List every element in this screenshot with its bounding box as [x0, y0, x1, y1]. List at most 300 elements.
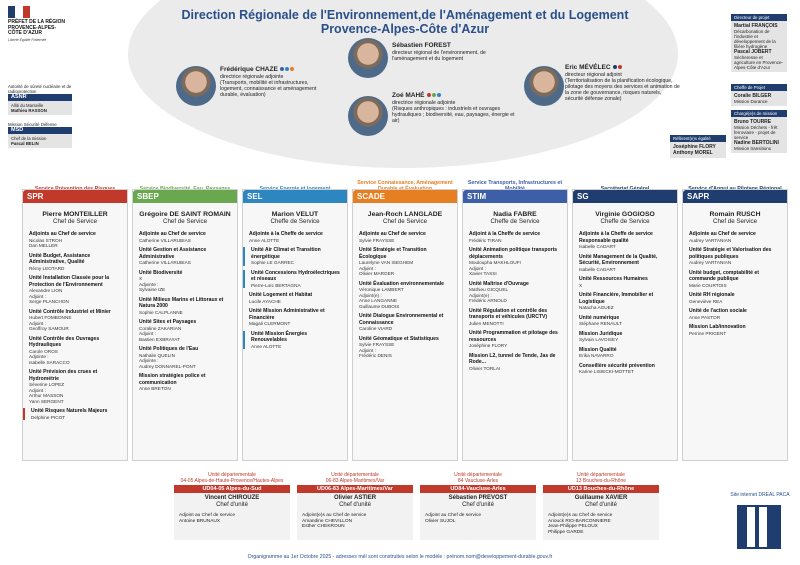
unit-person: Adjoint(e) :	[469, 292, 492, 298]
box-caption: Mission Sécurité Défense	[8, 122, 57, 127]
unit-person: Carole OROS	[29, 348, 58, 354]
unit-departementale	[297, 473, 413, 540]
unit-item	[573, 276, 677, 288]
person-detail: (Territorialisation de la planification écologique, pilotage des moyens des services et animation de la zone de gouvernance, risques naturels, sécurité défense zonale)	[565, 78, 680, 102]
person-role: directeur régional de l'environnement, de l'aménagement et du logement	[392, 50, 486, 62]
unit-name: Unité Dialogue Environnemental et Connaissance	[359, 313, 444, 326]
unit-item	[243, 270, 347, 289]
box-name: Mathieu RASSON	[11, 108, 47, 113]
ud-chef: Sébastien PREVOST	[448, 495, 508, 501]
unit-item	[463, 247, 567, 277]
ud-line: Adjoint au Chef de service	[179, 513, 235, 518]
person-name: Frédérique CHAZE	[220, 66, 278, 73]
unit-name: Adjointe au Chef de service	[689, 231, 756, 237]
title-line1: Direction Régionale de l'Environnement,de l'Aménagement et du Logement	[181, 8, 629, 22]
unit-item	[683, 292, 787, 304]
prefet-logo	[8, 6, 68, 42]
unit-person: X	[579, 282, 583, 288]
box-code: MSD	[8, 127, 72, 134]
ud-line: Amandine CHEVILLON	[302, 518, 353, 524]
service-head	[133, 211, 237, 225]
person-detail: (Risques anthropiques : industriels et ouvrages hydrauliques ; biodiversité, eau, paysages, énergie et air)	[392, 106, 515, 124]
service-code: STIM	[463, 190, 567, 203]
unit-name: Unité Géomatique et Statistiques	[359, 335, 439, 342]
unit-name: Unité Régulation et contrôle des transports et véhicules (URCTV)	[469, 307, 548, 320]
unit-name: Mission Qualité	[579, 346, 617, 353]
unit-item	[573, 315, 677, 327]
cheffe-projet-box	[731, 84, 787, 106]
ud-caption: Unité départementale	[454, 472, 502, 478]
unit-departementale	[543, 473, 659, 540]
ud-area: 13 Bouches-du-Rhône	[575, 477, 627, 484]
service-chef: Grégoire DE SAINT ROMAIN	[139, 211, 231, 218]
unit-person: Bastien EXBRAYAT	[139, 336, 180, 342]
box-code: ASNR	[8, 94, 72, 101]
person-name: Sébastien FOREST	[392, 42, 451, 49]
directeur-projet-box	[731, 14, 787, 72]
unit-person: Adjoint :	[469, 265, 486, 271]
unit-item	[243, 308, 347, 327]
unit-person: Catherine VILLARUBIAS	[139, 260, 191, 265]
unit-item	[133, 373, 237, 392]
unit-person: Yann SERGENT	[29, 398, 64, 404]
unit-person: Anne LANGANNE	[359, 298, 398, 303]
box-line: Chef de la mission	[11, 136, 47, 141]
unit-item	[573, 331, 677, 343]
unit-item	[683, 231, 787, 243]
ud-head	[179, 495, 285, 509]
unit-person: Isabelle CADART	[579, 244, 616, 249]
unit-item	[353, 336, 457, 359]
person-role: directrice régionale adjointe	[392, 100, 456, 106]
unit-person: Anne ALOTTE	[249, 237, 280, 243]
unit-item	[573, 254, 677, 273]
service-code: SAPR	[683, 190, 787, 203]
unit-person: Frédéric ARNOLD	[469, 298, 507, 303]
unit-name: Unité Politiques de l'Eau	[139, 346, 199, 352]
service-head	[683, 211, 787, 225]
ud-line: Esther CHEKROUN	[302, 524, 345, 529]
service-chef: Romain RUSCH	[709, 211, 761, 218]
unit-name: Mission Lab/innovation	[689, 324, 746, 330]
unit-person: Erika NAVARRO	[579, 353, 614, 358]
service-chef: Jean-Roch LANGLADE	[367, 211, 443, 218]
ud-line: Anouck RIO-BARCONNIERE	[548, 518, 611, 524]
unit-name: Unité Sites et Paysages	[139, 319, 197, 325]
unit-item	[243, 292, 347, 304]
box-head: Chargé(e)s de mission	[731, 110, 787, 117]
unit-item	[683, 247, 787, 266]
ud-head	[302, 495, 408, 509]
unit-person: Alexandre LION	[29, 288, 63, 293]
footer-note: Organigramme au 1er Octobre 2025 - adresses mél sont construites selon le modèle : prénom.nom@developpement-durable.gouv.fr	[247, 554, 553, 560]
person-detail: (Transports, mobilité et infrastructures, logement, connaissance et aménagement durable, évaluation)	[220, 80, 317, 98]
unit-person: Adjoint :	[359, 347, 376, 353]
unit-item	[133, 270, 237, 293]
ud-caption: Unité départementale	[577, 472, 625, 478]
ud-area: 04-05 Alpes-de-Haute-Provence/Hautes-Alpes	[180, 477, 284, 484]
unit-person: Geoffroy SAMOUR	[29, 326, 69, 331]
unit-item	[683, 270, 787, 289]
unit-person: Isabelle CADART	[579, 266, 616, 272]
ud-code: UD84-Vaucluse-Arles	[420, 485, 536, 493]
unit-person: Serge PLANCHON	[29, 299, 69, 304]
unit-item	[573, 363, 677, 375]
unit-person: Audrey VARTANIAN	[689, 237, 732, 243]
unit-person: Perrine PRIGENT	[689, 330, 727, 336]
unit-item	[23, 231, 127, 249]
deputy-photo	[176, 66, 216, 106]
box-name: Martial FRANÇOIS	[734, 23, 778, 29]
unit-item	[23, 309, 127, 332]
box-caption: Autorité de sûreté nucléaire et de radioprotection	[8, 84, 72, 94]
box-line: Mission transitions	[734, 146, 772, 151]
service-head	[463, 211, 567, 225]
unit-name: Adjoint à la Cheffe de service	[469, 231, 541, 237]
unit-person: Karine LISIECKI-MOTTET	[579, 369, 634, 374]
unit-item	[23, 275, 127, 305]
unit-name: Unité Biodiversité	[139, 269, 183, 276]
unit-person: Coraline ZAKARIAN	[139, 325, 182, 331]
service-box	[352, 189, 458, 461]
service-chef-role: Chef de Service	[52, 218, 98, 225]
director	[392, 42, 522, 62]
unit-person: Audrey DONNAREL-PONT	[139, 363, 196, 369]
person-role: directeur régional adjoint	[565, 72, 622, 78]
unit-name: Adjointe au Chef de service	[139, 231, 206, 237]
unit-person: Olivier TORLAI	[469, 365, 501, 371]
unit-name: Unité RH régionale	[689, 292, 735, 298]
service-dots-icon	[427, 93, 441, 97]
unit-person: Hubert FOMBONNE	[29, 315, 72, 320]
deputy-mevelec	[565, 64, 680, 102]
unit-person: Laurelyne VAN ISEGHEM	[359, 260, 414, 265]
service-chef-role: Chef de Service	[712, 218, 758, 225]
service-head	[243, 211, 347, 225]
unit-item	[573, 292, 677, 311]
unit-person: Véronique LAMBERT	[359, 287, 404, 292]
unit-person: Audrey VARTANIAN	[689, 260, 732, 265]
unit-name: Unité Évaluation environnementale	[359, 280, 444, 287]
ud-role: Chef d'unité	[462, 502, 494, 508]
unit-name: Unité Mission Administrative et Financière	[249, 308, 325, 321]
unit-person: Adjoint :	[359, 265, 376, 271]
unit-item	[463, 308, 567, 327]
unit-item	[133, 231, 237, 243]
unit-person: Natacha AGUEZ	[579, 305, 614, 310]
unit-name: Mission stratégies police et communication	[139, 373, 206, 386]
site-label[interactable]: Site internet DREAL PACA	[730, 492, 790, 498]
unit-person: Lucile AYACHE	[249, 298, 281, 304]
box-head: Cheffe de Projet	[731, 84, 787, 91]
unit-item	[243, 247, 347, 266]
box-name: Coralie BILGER	[734, 93, 772, 99]
unit-name: Conseillère sécurité prévention	[579, 362, 655, 369]
unit-name: Adjoints au Chef de service	[29, 231, 96, 237]
unit-item	[683, 324, 787, 336]
service-chef-role: Cheffe de Service	[600, 218, 650, 225]
unit-person: Caroline VIARD	[359, 326, 393, 331]
unit-departementale	[174, 473, 290, 540]
ud-head	[548, 495, 654, 509]
ud-chef: Guillaume XAVIER	[574, 495, 628, 501]
unit-person: Sophie CALPLANNE	[139, 309, 183, 315]
ud-area: 06-83 Alpes-Maritimes/Var	[325, 477, 385, 484]
unit-person: Guillaume DUBOIS	[359, 303, 400, 309]
service-chef: Pierre MONTEILLER	[42, 211, 108, 218]
unit-item	[463, 330, 567, 349]
unit-person: Nicolas STROH	[29, 237, 63, 243]
unit-departementale	[420, 473, 536, 540]
unit-person: Delphine PICOT	[31, 414, 66, 420]
person-role: directrice régionale adjointe	[220, 74, 284, 80]
unit-name: Adjointe à la Cheffe de service	[249, 231, 323, 237]
service-box	[22, 189, 128, 461]
ud-line: Adjoint au Chef de service	[425, 513, 481, 518]
service-chef: Virginie GOGIOSO	[595, 211, 655, 218]
ud-box	[420, 493, 536, 540]
unit-person: Adjoint(e) :	[359, 292, 382, 298]
box-line: Mission Durance	[734, 99, 768, 104]
service-box	[132, 189, 238, 461]
box-name: Bruno TOURRE	[734, 119, 772, 125]
service-code: SBEP	[133, 190, 237, 203]
unit-name: Unité Milieux Marins et Littoraux et Natura 2000	[139, 296, 224, 309]
unit-item	[353, 313, 457, 332]
unit-person: Geneviève REA	[689, 298, 723, 304]
unit-name: Unité budget, comptabilité et commande publique	[689, 269, 759, 282]
deputy-photo	[524, 66, 564, 106]
unit-person: Frédéric DENIS	[359, 353, 392, 358]
box-name: Pascal BELIN	[11, 141, 39, 146]
unit-person: Adjointe :	[29, 354, 49, 359]
unit-name: Unité Financière, Immobilier et Logistique	[579, 292, 654, 305]
box-name: Nadine BERTOLINI	[734, 140, 779, 146]
unit-person: Pierre-Loïc BERTAGNA	[251, 282, 301, 288]
unit-name: Unité Ressources Humaines	[579, 276, 648, 282]
unit-person: Adjointe :	[139, 358, 159, 363]
ud-line: Adjoint(e)s au Chef de service	[548, 513, 613, 518]
service-chef: Nadia FABRE	[493, 211, 537, 218]
qr-code-icon[interactable]	[737, 505, 781, 549]
unit-item	[683, 308, 787, 320]
unit-person: Joséphine FLORY	[469, 343, 508, 348]
unit-item	[133, 297, 237, 316]
unit-name: Unité Maîtrise d'Ouvrage	[469, 280, 529, 287]
service-title: Service Connaissance, Aménagement	[357, 180, 453, 186]
unit-name: Unité Stratégie et Valorisation des politiques publiques	[689, 247, 772, 260]
ud-role: Chef d'unité	[585, 502, 617, 508]
unit-item	[573, 231, 677, 250]
unit-item	[463, 353, 567, 372]
unit-name: Unité Prévision des crues et Hydrométrie	[29, 369, 98, 382]
unit-name: Unité Animation politique transports déplacements	[469, 247, 558, 260]
unit-person: Magali CLERMONT	[249, 321, 291, 326]
service-code: SG	[573, 190, 677, 203]
person-name: Zoé MAHÉ	[392, 92, 425, 99]
service-title: Service Transports, Infrastructures et	[467, 180, 563, 186]
unit-item	[463, 281, 567, 304]
unit-person: Sylvain LAVOISEY	[579, 337, 619, 342]
ud-head	[425, 495, 531, 509]
service-head	[23, 211, 127, 225]
unit-name: Unité Gestion et Assistance Administrative	[139, 247, 207, 260]
service-chef-role: Chef de Service	[162, 218, 208, 225]
unit-item	[463, 231, 567, 243]
unit-name: Unité Programmation et pilotage des ressources	[469, 330, 558, 343]
unit-name: Adjointe au Chef de service	[359, 231, 426, 237]
service-chef: Marion VELUT	[271, 211, 319, 218]
unit-person: Olivier MARGER	[359, 271, 395, 276]
logo-text: PRÉFET DE LA RÉGION PROVENCE-ALPES-CÔTE D'AZUR	[8, 19, 66, 36]
unit-item	[353, 281, 457, 310]
ud-role: Chef d'unité	[339, 502, 371, 508]
unit-item	[243, 231, 347, 243]
unit-name: Unité Budget, Assistance Administrative, Qualité	[29, 252, 91, 265]
box-head: Référent(e)s égalité	[670, 135, 726, 142]
deputy-photo	[348, 96, 388, 136]
unit-person: Arthur MASSON	[29, 393, 64, 398]
service-head	[573, 211, 677, 225]
unit-item	[573, 347, 677, 359]
unit-person: Xavier TASSI	[469, 271, 497, 276]
unit-name: Unité Contrôle des Ouvrages Hydrauliques	[29, 335, 100, 348]
unit-item	[23, 369, 127, 404]
unit-name: Unité Management de la Qualité, Sécurité, Environnement	[579, 253, 658, 266]
ud-role: Chef d'unité	[216, 502, 248, 508]
unit-name: Unité de l'action sociale	[689, 308, 747, 314]
unit-person: Sylvie FRAYSSE	[359, 342, 395, 347]
unit-name: Unité Risques Naturels Majeurs	[31, 408, 108, 414]
charges-mission-box	[731, 110, 787, 153]
asnr-box	[8, 84, 72, 115]
unit-person: Adjoint :	[139, 331, 156, 336]
unit-person: Adjointe :	[139, 281, 159, 287]
unit-name: Mission Juridique	[579, 330, 623, 337]
ud-line: Olivier SUJOL	[425, 518, 456, 524]
unit-person: Sylvaine IZE	[139, 287, 166, 292]
service-chef-role: Cheffe de Service	[490, 218, 540, 225]
ud-code: UD06-83 Alpes-Maritimes/Var	[297, 485, 413, 493]
flag-icon	[8, 6, 30, 18]
box-line: Sécheresse et agriculture en Provence-Alpes-Côte d'Azur	[734, 55, 784, 70]
ud-code: UD04-05 Alpes-du-Sud	[174, 485, 290, 493]
unit-person: Julien MENOTTI	[469, 320, 504, 326]
unit-person: Adjoint :	[29, 320, 46, 326]
unit-person: Anne BRETON	[139, 386, 171, 391]
director-photo	[348, 38, 388, 78]
unit-person: Marie COURTOIS	[689, 282, 727, 288]
box-line: Mission Déchets - frêt ferroviaire - projet de service	[734, 125, 778, 140]
unit-person: Anne PASTOR	[689, 314, 721, 320]
box-head: Directeur de projet	[731, 14, 787, 21]
ud-chef: Olivier ASTIER	[333, 495, 377, 501]
unit-item	[243, 331, 347, 350]
unit-person: Séverine LOPEZ	[29, 382, 65, 387]
unit-item	[353, 247, 457, 277]
ud-line: Philippe GARDE	[548, 529, 584, 535]
unit-person: Adjoint :	[29, 387, 46, 393]
ud-area: 84 Vaucluse-Arles	[457, 477, 499, 484]
unit-name: Unité Installation Classée pour la Protection de l'Environnement	[29, 275, 110, 288]
ud-box	[297, 493, 413, 540]
ud-caption: Unité départementale	[331, 472, 379, 478]
service-code: SCADE	[353, 190, 457, 203]
unit-name: Unité Stratégie et Transition Écologique	[359, 247, 427, 260]
unit-item	[23, 253, 127, 272]
unit-name: Mission L2, tunnel de Tende, Jas de Rode...	[469, 352, 556, 365]
deputy-chaze	[220, 66, 330, 98]
ud-line: Antoine BRUNAUX	[179, 518, 221, 524]
page-title	[140, 8, 670, 36]
unit-person: Stéphane RENAULT	[579, 321, 622, 326]
person-name: Eric MÉVÉLEC	[565, 64, 611, 71]
unit-item	[133, 346, 237, 369]
unit-item	[23, 336, 127, 366]
unit-person: Catherine VILLARUBIAS	[139, 237, 191, 243]
unit-person: Mathieu GICQUEL	[469, 287, 509, 292]
ud-chef: Vincent CHIROUZE	[204, 495, 260, 501]
unit-item	[23, 408, 127, 420]
service-chef-role: Chef de Service	[382, 218, 428, 225]
unit-person: Frédéric TIRAN	[469, 237, 502, 243]
deputy-mahe	[392, 92, 522, 124]
service-chef-role: Cheffe de Service	[270, 218, 320, 225]
logo-motto: Liberté Égalité Fraternité	[8, 37, 47, 42]
unit-person: Rémy LEOTARD	[29, 265, 65, 271]
service-code: SEL	[243, 190, 347, 203]
service-head	[353, 211, 457, 225]
unit-person: Dan MELLER	[29, 243, 58, 248]
service-box	[242, 189, 348, 461]
msd-box	[8, 122, 72, 148]
unit-person: Sophie LE GARREC	[251, 260, 294, 265]
unit-person: Sylvie FRAYSSE	[359, 237, 395, 243]
unit-item	[353, 231, 457, 243]
unit-person: Anne ALOTTE	[251, 343, 282, 349]
ud-line: Adjoint(e)s au Chef de service	[302, 513, 367, 518]
unit-name: Unité Logement et Habitat	[249, 292, 313, 298]
service-box	[682, 189, 788, 461]
unit-person: Isabelle SARACCO	[29, 359, 70, 365]
unit-name: Unité Concessions Hydroélectriques et réseaux	[251, 269, 340, 282]
unit-name: Unité Air Climat et Transition énergétique	[251, 247, 321, 260]
ud-line: Jean-Philippe PELOUX	[548, 524, 598, 529]
unit-person: Nathalie QUELIN	[139, 352, 175, 358]
unit-person: Adjoint :	[29, 293, 46, 299]
unit-name: Unité Contrôle Industriel et Minier	[29, 308, 111, 315]
ud-code: UD13 Bouches-du-Rhône	[543, 485, 659, 493]
unit-name: Unité Mission Énergies Renouvelables	[251, 330, 308, 343]
service-code: SPR	[23, 190, 127, 203]
unit-name: Adjointe à la Cheffe de service Responsable qualité	[579, 231, 653, 244]
unit-person: Mouloupha MAKHLOUFI	[469, 260, 521, 265]
ud-caption: Unité départementale	[208, 472, 256, 478]
referents-egalite-box	[670, 135, 726, 158]
unit-person: X	[139, 276, 143, 281]
box-line: Décarbonation de l'industrie et développement de la filière hydrogène	[734, 29, 776, 49]
unit-item	[133, 319, 237, 342]
ud-box	[543, 493, 659, 540]
service-dots-icon	[280, 67, 294, 71]
ud-box	[174, 493, 290, 540]
service-dots-icon	[613, 65, 622, 69]
title-line2: Provence-Alpes-Côte d'Azur	[320, 22, 490, 36]
service-box	[462, 189, 568, 461]
unit-item	[133, 247, 237, 266]
box-name: Pascal JOBERT	[734, 49, 772, 55]
box-name: Anthony MOREL	[673, 150, 713, 156]
